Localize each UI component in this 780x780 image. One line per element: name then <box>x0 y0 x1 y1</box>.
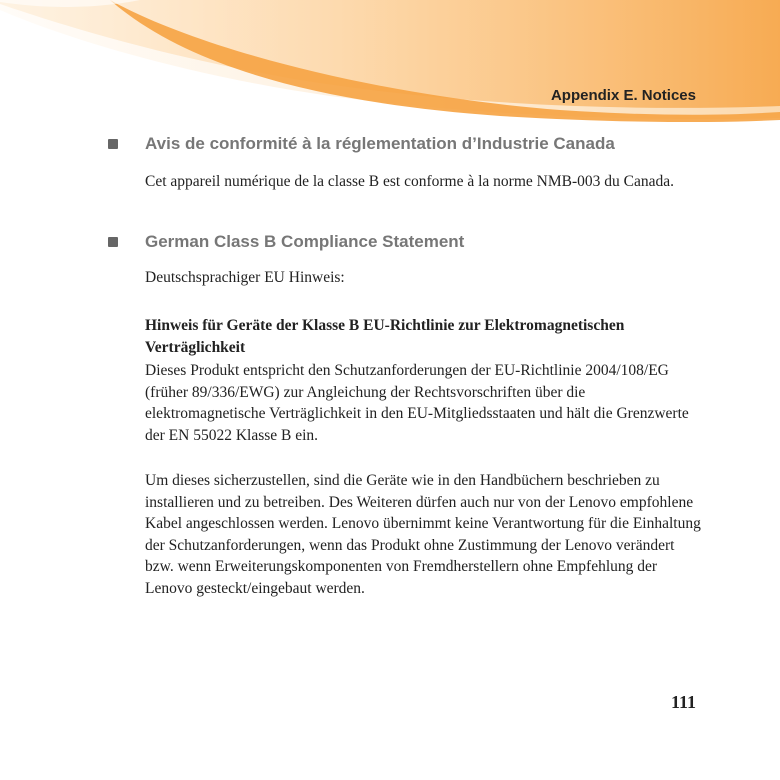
german-paragraph-2: Um dieses sicherzustellen, sind die Geräte wie in den Handbüchern beschrieben zu installieren und zu betreiben. Des Weiteren dürfen auch nur von der Lenovo empfohlene Kabel angeschlossen werden. Lenovo übernimmt keine Verantwortung für die Einhaltung der Schutzanforderungen, wenn das Produkt ohne Zustimmung der Lenovo verändert bzw. wenn Erweiterungskomponenten von Fremdherstellern ohne Empfehlung der Lenovo gesteckt/eingebaut werden. <box>145 472 701 597</box>
square-bullet-icon <box>108 237 118 247</box>
square-bullet-icon <box>108 139 118 149</box>
header-decoration <box>0 0 780 122</box>
german-subheading: Hinweis für Geräte der Klasse B EU-Richtlinie zur Elektromagnetischen Verträglichkeit <box>145 317 625 356</box>
section-title-german: German Class B Compliance Statement <box>145 232 465 251</box>
german-intro: Deutschsprachiger EU Hinweis: <box>145 269 345 286</box>
section-title-canada: Avis de conformité à la réglementation d’Industrie Canada <box>145 134 615 153</box>
german-paragraph-1: Dieses Produkt entspricht den Schutzanforderungen der EU-Richtlinie 2004/108/EG (früher 89/336/EWG) zur Angleichung der Rechtsvorschriften über die elektromagnetische Verträglichkeit in den EU-Mitgliedsstaaten und hält die Grenzwerte der EN 55022 Klasse B ein. <box>145 362 689 444</box>
canada-paragraph: Cet appareil numérique de la classe B est conforme à la norme NMB-003 du Canada. <box>145 173 674 190</box>
running-head: Appendix E. Notices <box>550 87 696 104</box>
page-number: 111 <box>670 692 696 712</box>
